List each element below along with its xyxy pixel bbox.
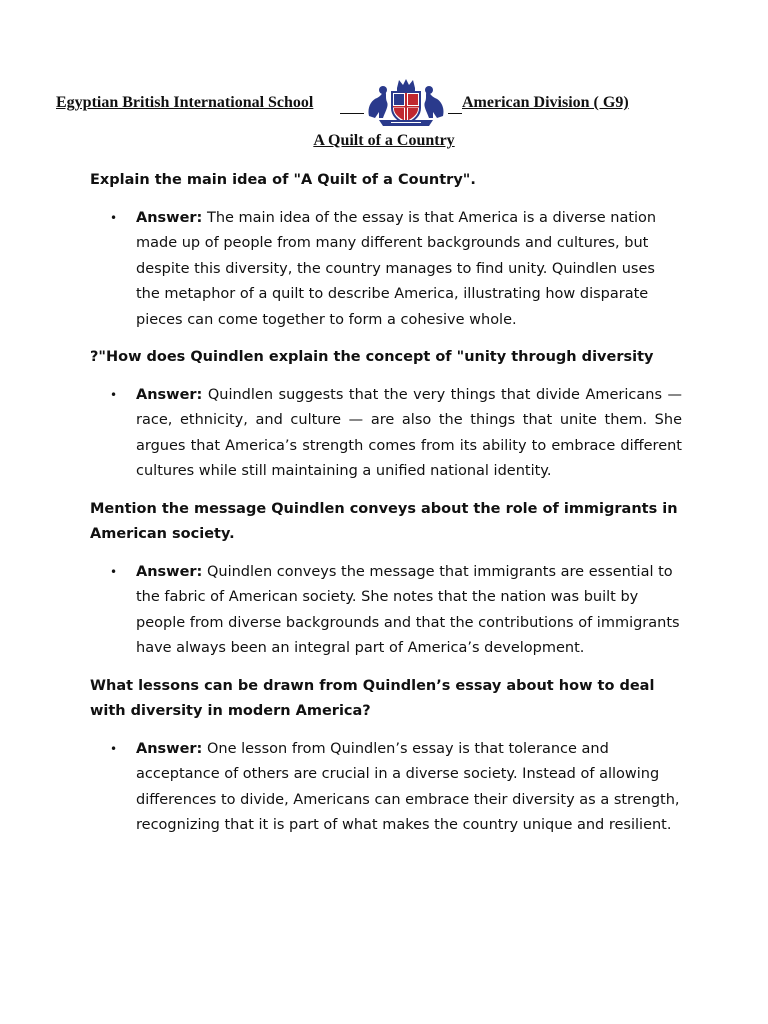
header-rule-right xyxy=(448,113,462,114)
question-1: Explain the main idea of "A Quilt of a Country". xyxy=(90,172,476,188)
answer-3 xyxy=(90,560,682,662)
answer-2-text-block xyxy=(136,383,682,485)
answer-3-text-block xyxy=(136,560,682,662)
answer-1 xyxy=(90,206,682,334)
division-label: American Division ( G9) xyxy=(462,94,629,111)
bullet-icon: • xyxy=(110,387,118,402)
header-rule-left xyxy=(340,113,364,114)
question-2: ?"How does Quindlen explain the concept of "unity through diversity xyxy=(90,349,654,365)
bullet-icon: • xyxy=(110,741,118,756)
document-title: A Quilt of a Country xyxy=(313,132,455,149)
answer-2 xyxy=(90,383,682,485)
school-name: Egyptian British International School xyxy=(56,94,314,111)
answer-text: One lesson from Quindlen’s essay is that tolerance and acceptance of others are crucial in a diverse society. Instead of allowing differences to divide, Americans can embrace their diversity as a strength, recognizing that it is part of what makes the country unique and resilient. xyxy=(136,740,680,833)
school-crest-icon xyxy=(363,78,449,128)
answer-text: Quindlen conveys the message that immigrants are essential to the fabric of American society. She notes that the nation was built by people from diverse backgrounds and that the contributions of immigrants have always been an integral part of America’s development. xyxy=(136,563,680,656)
question-3: Mention the message Quindlen conveys about the role of immigrants in American society. xyxy=(90,500,678,542)
question-4: What lessons can be drawn from Quindlen’s essay about how to deal with diversity in modern America? xyxy=(90,677,655,719)
bullet-icon: • xyxy=(110,210,118,225)
answer-label: Answer: xyxy=(136,740,203,757)
answer-label: Answer: xyxy=(136,386,203,403)
answer-label: Answer: xyxy=(136,563,203,580)
answer-text: Quindlen suggests that the very things that divide Americans — race, ethnicity, and culture — are also the things that unite them. She argues that America’s strength comes from its ability to embrace different cultures while still maintaining a unified national identity. xyxy=(136,386,682,479)
answer-1-text-block xyxy=(136,206,682,334)
answer-label: Answer: xyxy=(136,209,203,226)
qa-content xyxy=(90,168,682,851)
document-header xyxy=(56,78,656,130)
answer-4 xyxy=(90,737,682,839)
bullet-icon: • xyxy=(110,564,118,579)
answer-4-text-block xyxy=(136,737,682,839)
answer-text: The main idea of the essay is that America is a diverse nation made up of people from many different backgrounds and cultures, but despite this diversity, the country manages to find unity. Quindlen uses the metaphor of a quilt to describe America, illustrating how disparate pieces can come together to form a cohesive whole. xyxy=(136,209,657,328)
